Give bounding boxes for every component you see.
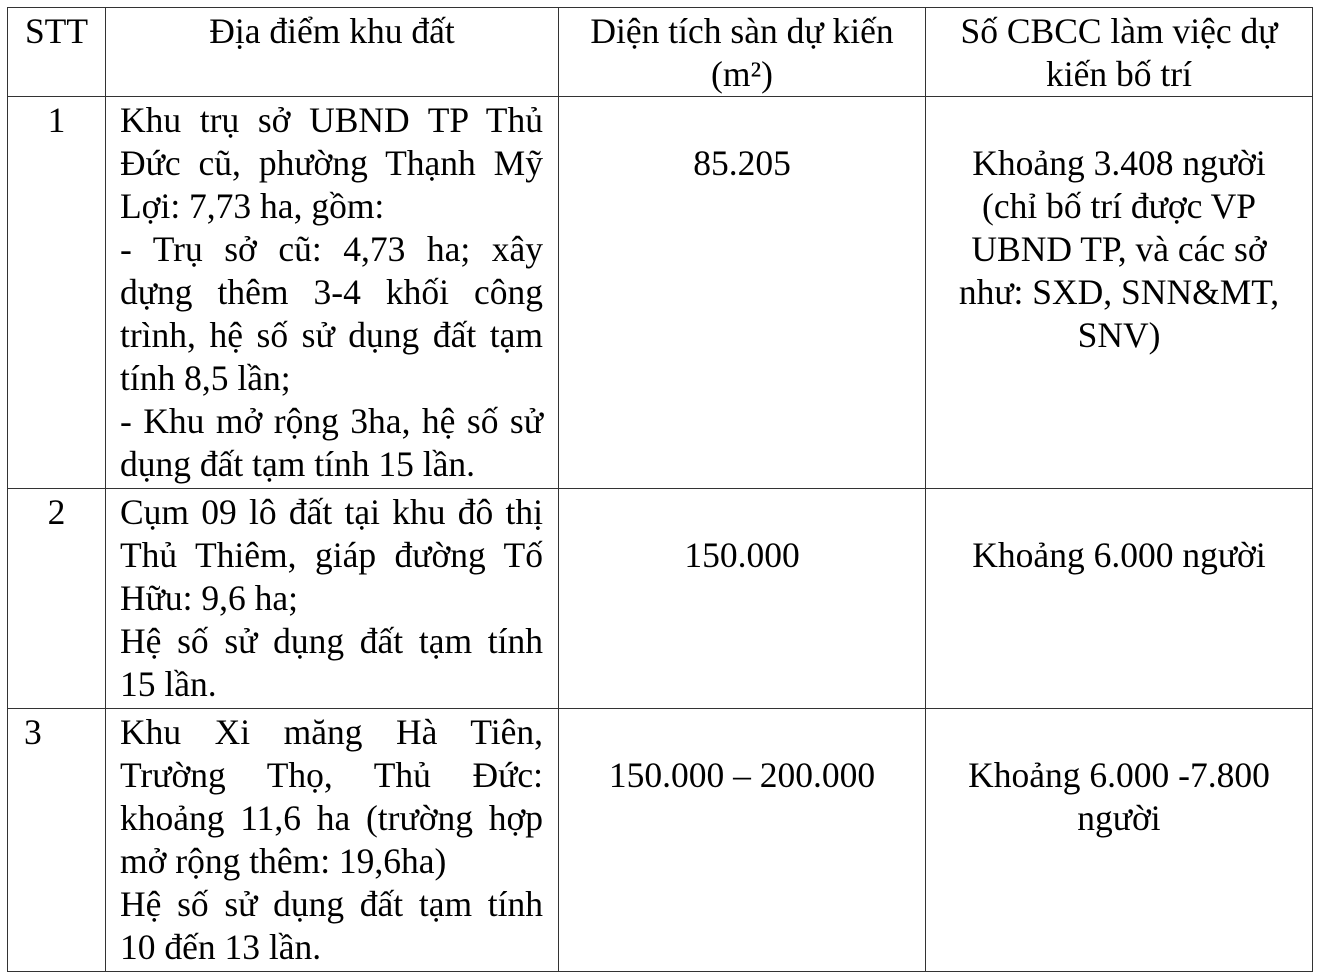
- location-line: dựng thêm 3-4 khối công: [120, 272, 543, 312]
- header-floor-area-line2: (m²): [711, 54, 773, 94]
- cell-location: [106, 709, 559, 972]
- cell-staff: [926, 489, 1313, 709]
- cell-stt: [8, 489, 106, 709]
- table-row: [8, 489, 1313, 709]
- location-line: Khu trụ sở UBND TP Thủ: [120, 100, 543, 140]
- location-line: - Khu mở rộng 3ha, hệ số sử: [120, 401, 543, 441]
- header-floor-area: [559, 8, 926, 97]
- location-line: dụng đất tạm tính 15 lần.: [120, 444, 475, 484]
- cell-floor-area: [559, 489, 926, 709]
- stt-value: 2: [47, 492, 66, 532]
- location-line: trình, hệ số sử dụng đất tạm: [120, 315, 543, 355]
- location-line: Hệ số sử dụng đất tạm tính: [120, 884, 543, 924]
- cell-location: [106, 489, 559, 709]
- floor-area-value: 85.205: [693, 143, 791, 183]
- stt-value: 3: [24, 712, 42, 752]
- location-line: Thủ Thiêm, giáp đường Tố: [120, 535, 543, 575]
- location-line: Trường Thọ, Thủ Đức:: [120, 755, 543, 795]
- header-floor-area-line1: Diện tích sàn dự kiến: [590, 11, 894, 51]
- staff-line: như: SXD, SNN&MT,: [958, 272, 1280, 312]
- cell-staff: [926, 97, 1313, 489]
- header-staff: [926, 8, 1313, 97]
- header-staff-line2: kiến bố trí: [1046, 54, 1192, 94]
- land-site-table: [7, 7, 1313, 972]
- location-line: Cụm 09 lô đất tại khu đô thị: [120, 492, 543, 532]
- staff-line: người: [1077, 798, 1161, 838]
- staff-line: Khoảng 6.000 người: [972, 535, 1266, 575]
- location-line: Đức cũ, phường Thạnh Mỹ: [120, 143, 543, 183]
- location-line: Lợi: 7,73 ha, gồm:: [120, 186, 385, 226]
- location-line: khoảng 11,6 ha (trường hợp: [120, 798, 543, 838]
- location-line: tính 8,5 lần;: [120, 358, 291, 398]
- cell-stt: [8, 709, 106, 972]
- header-stt: [8, 8, 106, 97]
- floor-area-value: 150.000: [684, 535, 800, 575]
- location-line: Hữu: 9,6 ha;: [120, 578, 298, 618]
- cell-staff: [926, 709, 1313, 972]
- staff-line: Khoảng 6.000 -7.800: [968, 755, 1270, 795]
- table-row: [8, 709, 1313, 972]
- header-staff-line1: Số CBCC làm việc dự: [960, 11, 1278, 51]
- staff-line: Khoảng 3.408 người: [972, 143, 1266, 183]
- location-line: Hệ số sử dụng đất tạm tính: [120, 621, 543, 661]
- table-row: [8, 97, 1313, 489]
- stt-value: 1: [47, 100, 66, 140]
- location-line: 10 đến 13 lần.: [120, 927, 322, 967]
- cell-stt: [8, 97, 106, 489]
- location-line: - Trụ sở cũ: 4,73 ha; xây: [120, 229, 543, 269]
- floor-area-value: 150.000 – 200.000: [608, 755, 876, 795]
- cell-location: [106, 97, 559, 489]
- location-line: 15 lần.: [120, 664, 217, 704]
- location-line: mở rộng thêm: 19,6ha): [120, 841, 447, 881]
- cell-floor-area: [559, 709, 926, 972]
- header-location-label: Địa điểm khu đất: [209, 11, 455, 51]
- location-line: Khu Xi măng Hà Tiên,: [120, 712, 543, 752]
- header-stt-label: STT: [24, 11, 89, 51]
- header-location: [106, 8, 559, 97]
- table-header-row: [8, 8, 1313, 97]
- staff-line: (chỉ bố trí được VP: [982, 186, 1256, 226]
- staff-line: UBND TP, và các sở: [971, 229, 1267, 269]
- cell-floor-area: [559, 97, 926, 489]
- staff-line: SNV): [1077, 315, 1161, 355]
